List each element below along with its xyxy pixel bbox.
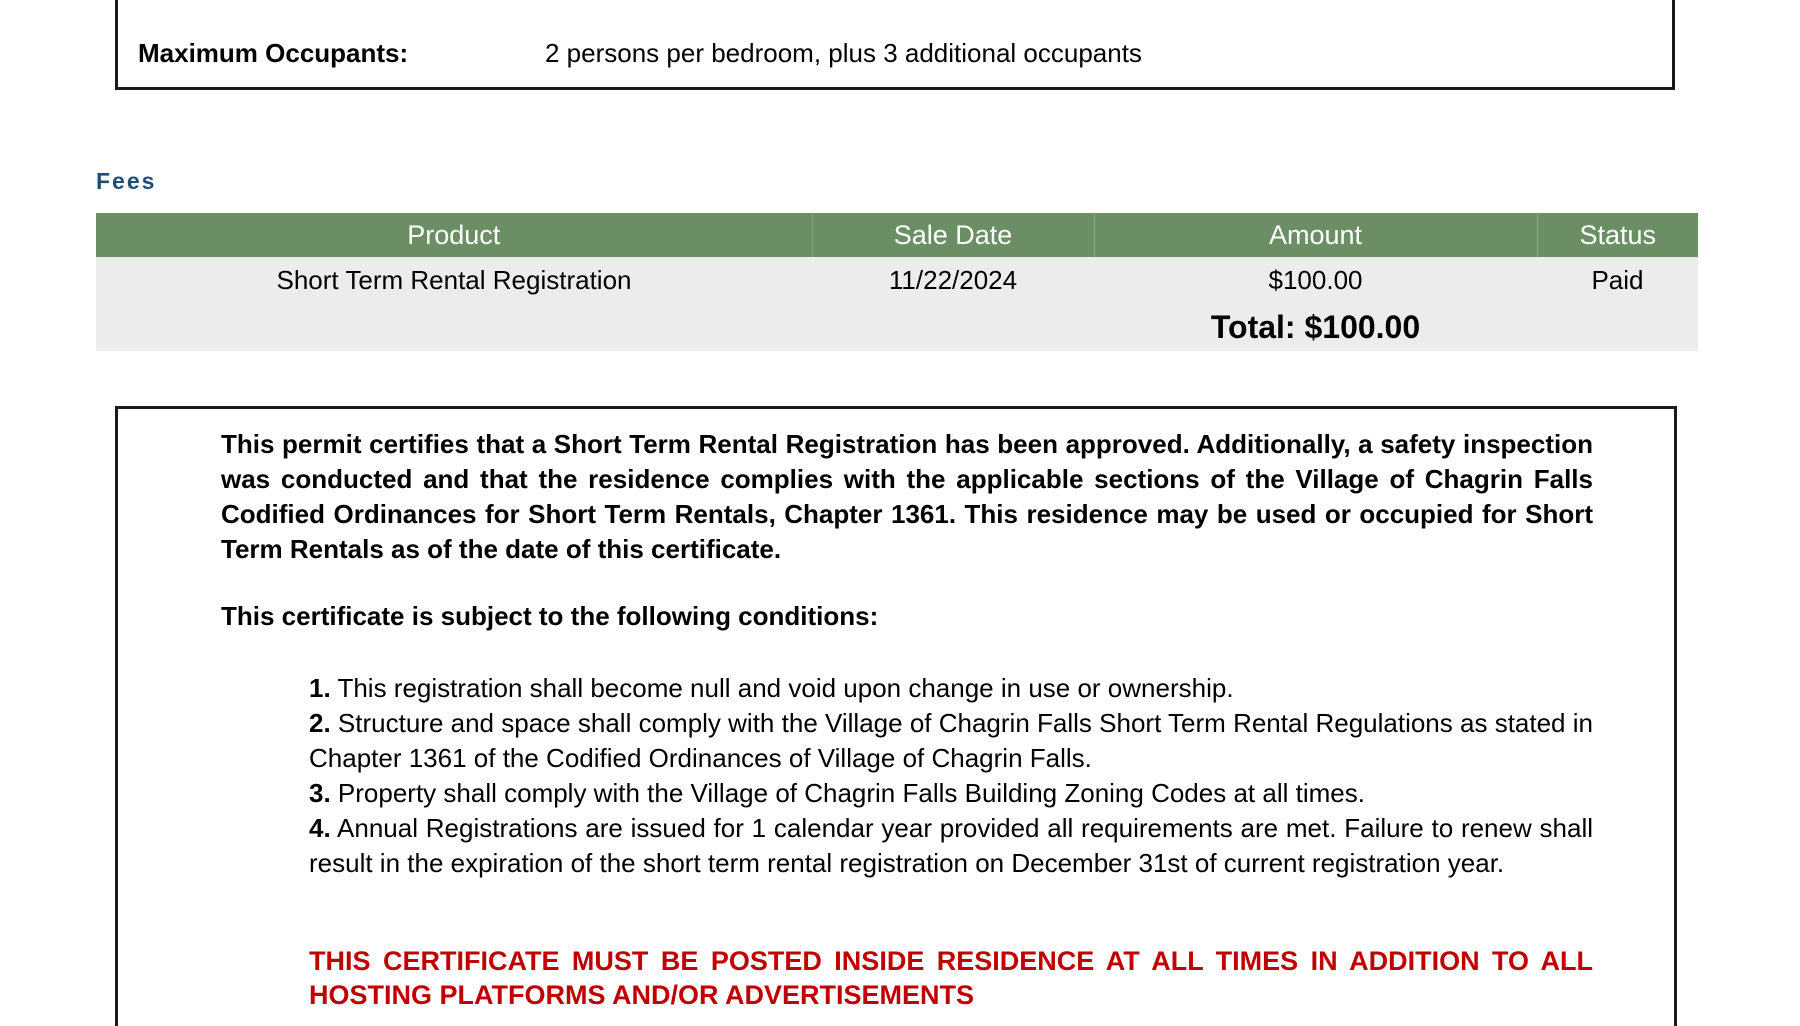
condition-text: Annual Registrations are issued for 1 calendar year provided all requirements are met. Failure to renew shall result in the expiration of the short term rental registration on December 31st of current registration year.	[309, 813, 1593, 878]
condition-text: Property shall comply with the Village of Chagrin Falls Building Zoning Codes at all times.	[337, 778, 1365, 808]
condition-text: Structure and space shall comply with the Village of Chagrin Falls Short Term Rental Regulations as stated in Chapter 1361 of the Codified Ordinances of Village of Chagrin Falls.	[309, 708, 1593, 773]
condition-number: 1.	[309, 673, 331, 703]
fees-header-row	[96, 213, 1698, 257]
list-item	[309, 811, 1593, 881]
fees-total: Total: $100.00	[1210, 308, 1421, 345]
fees-table	[96, 213, 1698, 351]
cell-sale-date: 11/22/2024	[812, 257, 1094, 303]
conditions-list	[309, 671, 1593, 881]
max-occupants-value: 2 persons per bedroom, plus 3 additional occupants	[545, 38, 1142, 68]
column-header-status: Status	[1537, 213, 1698, 257]
condition-number: 3.	[309, 778, 331, 808]
conditions-heading: This certificate is subject to the following conditions:	[221, 601, 879, 631]
list-item	[309, 706, 1593, 776]
certificate-statement: This permit certifies that a Short Term Rental Registration has been approved. Additionally, a safety inspection was conducted and that the residence complies with the applicable sections of the Village of Chagrin Falls Codified Ordinances for Short Term Rentals, Chapter 1361. This residence may be used or occupied for Short Term Rentals as of the date of this certificate.	[221, 429, 1593, 564]
column-header-product: Product	[96, 213, 812, 257]
max-occupants-label: Maximum Occupants:	[138, 38, 409, 68]
posting-warning: THIS CERTIFICATE MUST BE POSTED INSIDE RESIDENCE AT ALL TIMES IN ADDITION TO ALL HOSTING PLATFORMS AND/OR ADVERTISEMENTS	[309, 946, 1593, 1010]
column-header-amount: Amount	[1094, 213, 1537, 257]
fees-heading: Fees	[96, 168, 157, 194]
list-item	[309, 776, 1593, 811]
list-item	[309, 671, 1593, 706]
column-header-sale-date: Sale Date	[812, 213, 1094, 257]
occupancy-box	[115, 0, 1675, 90]
cell-status: Paid	[1537, 257, 1698, 303]
condition-number: 4.	[309, 813, 331, 843]
cell-amount: $100.00	[1094, 257, 1537, 303]
certificate-box	[115, 406, 1677, 1026]
condition-number: 2.	[309, 708, 331, 738]
total-row	[96, 303, 1698, 351]
cell-product: Short Term Rental Registration	[96, 257, 812, 303]
table-row	[96, 257, 1698, 303]
condition-text: This registration shall become null and void upon change in use or ownership.	[337, 673, 1234, 703]
